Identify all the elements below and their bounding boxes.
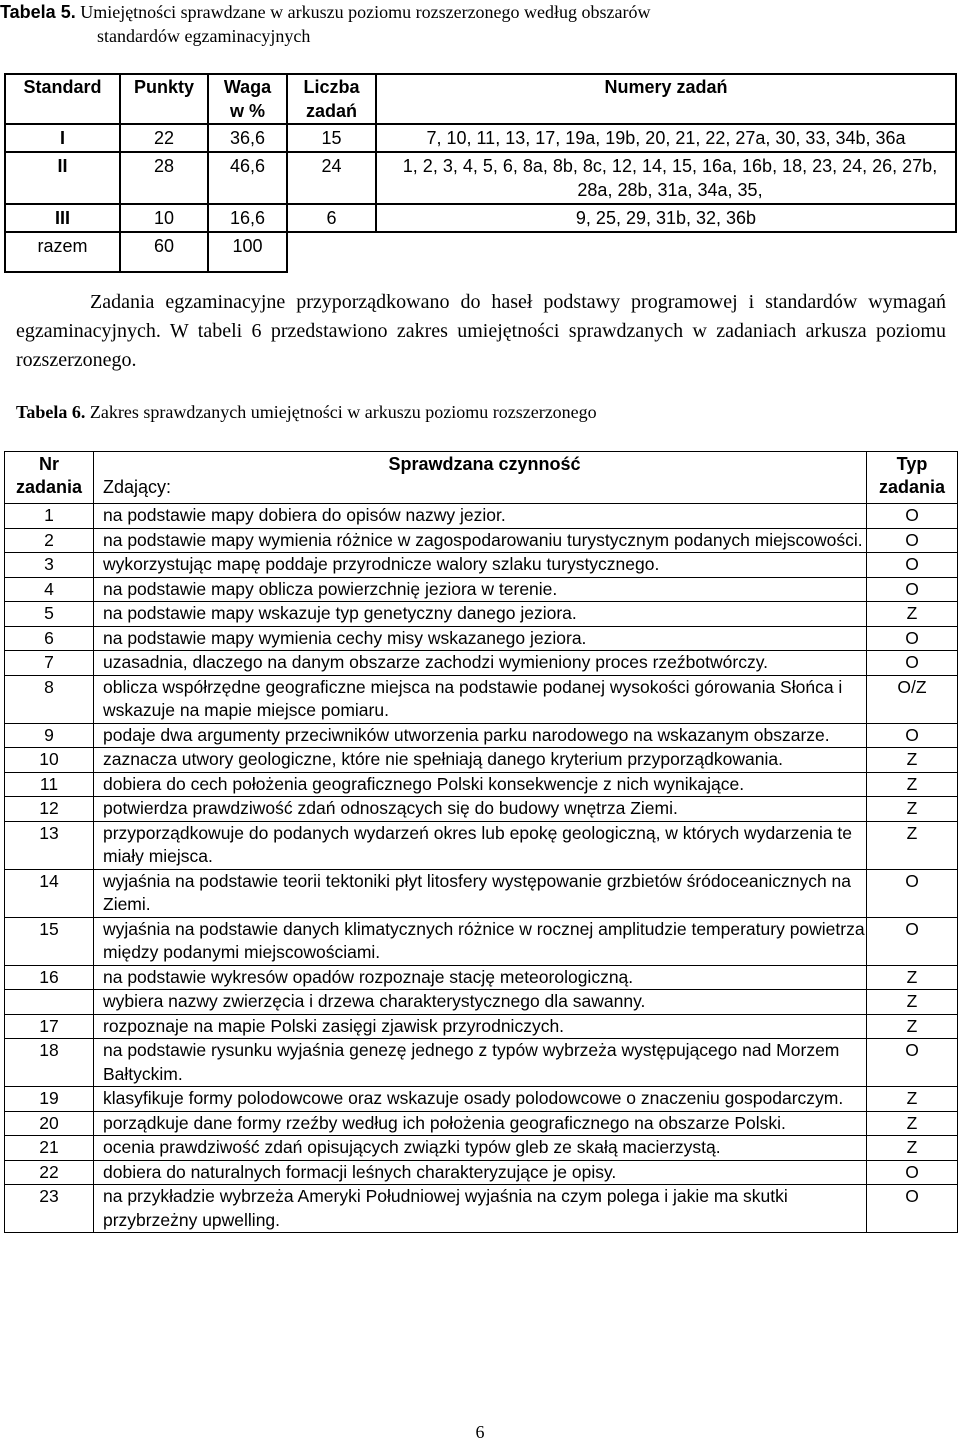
standards-row <box>5 152 956 204</box>
cell-numery: 7, 10, 11, 13, 17, 19a, 19b, 20, 21, 22, 27a, 30, 33, 34b, 36a <box>376 124 956 152</box>
cell-description: na podstawie mapy dobiera do opisów nazwy jezior. <box>94 504 867 529</box>
cell-liczba: 15 <box>287 124 376 152</box>
skills-row <box>5 917 958 965</box>
standards-table-header <box>5 74 956 124</box>
cell-description: ocenia prawdziwość zdań opisujących związki typów gleb ze skałą macierzystą. <box>94 1136 867 1161</box>
cell-nr: 16 <box>5 965 94 990</box>
cell-nr: 9 <box>5 723 94 748</box>
cell-description: wyjaśnia na podstawie danych klimatycznych różnice w rocznej amplitudzie temperatury powietrza między podanymi miejscowościami. <box>94 917 867 965</box>
skills-row <box>5 1160 958 1185</box>
cell-description: potwierdza prawdziwość zdań odnoszących się do budowy wnętrza Ziemi. <box>94 797 867 822</box>
skills-row <box>5 723 958 748</box>
header-typ-zadania: Typ zadania <box>867 452 958 504</box>
intro-paragraph <box>16 288 946 375</box>
cell-nr: 13 <box>5 821 94 869</box>
skills-row <box>5 1185 958 1233</box>
cell-description: na podstawie mapy wskazuje typ genetyczny danego jeziora. <box>94 602 867 627</box>
cell-typ: O <box>867 651 958 676</box>
skills-row <box>5 772 958 797</box>
cell-typ: O <box>867 577 958 602</box>
page-number: 6 <box>475 1422 485 1442</box>
cell-typ: O <box>867 626 958 651</box>
cell-punkty: 28 <box>120 152 208 204</box>
cell-typ: O <box>867 723 958 748</box>
cell-description: wykorzystując mapę poddaje przyrodnicze walory szlaku turystycznego. <box>94 553 867 578</box>
cell-description: wybiera nazwy zwierzęcia i drzewa charakterystycznego dla sawanny. <box>94 990 867 1015</box>
cell-nr: 15 <box>5 917 94 965</box>
table5-caption <box>0 0 800 48</box>
table5-caption-text-line2: standardów egzaminacyjnych <box>97 26 311 46</box>
cell-description: uzasadnia, dlaczego na danym obszarze zachodzi wymieniony proces rzeźbotwórczy. <box>94 651 867 676</box>
skills-row <box>5 748 958 773</box>
skills-row <box>5 553 958 578</box>
skills-table <box>4 451 958 1233</box>
cell-nr: 22 <box>5 1160 94 1185</box>
cell-typ: Z <box>867 1014 958 1039</box>
skills-row <box>5 1039 958 1087</box>
cell-nr: 8 <box>5 675 94 723</box>
skills-row <box>5 577 958 602</box>
cell-description: na podstawie wykresów opadów rozpoznaje stację meteorologiczną. <box>94 965 867 990</box>
header-nr-zadania: Nr zadania <box>5 452 94 504</box>
cell-empty <box>376 232 956 272</box>
cell-typ: Z <box>867 772 958 797</box>
cell-nr: 7 <box>5 651 94 676</box>
cell-nr: 19 <box>5 1087 94 1112</box>
cell-nr: 5 <box>5 602 94 627</box>
cell-typ: Z <box>867 990 958 1015</box>
cell-typ: Z <box>867 1087 958 1112</box>
cell-description: dobiera do naturalnych formacji leśnych charakteryzujące je opisy. <box>94 1160 867 1185</box>
header-standard: Standard <box>5 74 120 124</box>
skills-row <box>5 990 958 1015</box>
cell-typ: O <box>867 553 958 578</box>
cell-waga: 46,6 <box>208 152 287 204</box>
cell-typ: O <box>867 1185 958 1233</box>
cell-description: zaznacza utwory geologiczne, które nie spełniają danego kryterium przyporządkowania. <box>94 748 867 773</box>
cell-description: na podstawie mapy wymienia różnice w zagospodarowaniu turystycznym podanych miejscowości. <box>94 528 867 553</box>
cell-description: dobiera do cech położenia geograficznego Polski konsekwencje z nich wynikające. <box>94 772 867 797</box>
table6-caption-text: Zakres sprawdzanych umiejętności w arkuszu poziomu rozszerzonego <box>89 402 597 422</box>
skills-row <box>5 965 958 990</box>
cell-typ: O <box>867 917 958 965</box>
cell-description: podaje dwa argumenty przeciwników utworzenia parku narodowego na wskazanym obszarze. <box>94 723 867 748</box>
header-activity-title: Sprawdzana czynność <box>388 454 581 474</box>
skills-row <box>5 626 958 651</box>
cell-nr: 23 <box>5 1185 94 1233</box>
standards-total-row <box>5 232 956 272</box>
cell-typ: O <box>867 528 958 553</box>
cell-standard: I <box>5 124 120 152</box>
skills-row <box>5 1014 958 1039</box>
cell-total-waga: 100 <box>208 232 287 272</box>
cell-nr: 6 <box>5 626 94 651</box>
header-punkty: Punkty <box>120 74 208 124</box>
standards-table <box>4 73 957 273</box>
skills-row <box>5 675 958 723</box>
cell-standard: II <box>5 152 120 204</box>
skills-table-header <box>5 452 958 504</box>
cell-description: na podstawie mapy wymienia cechy misy wskazanego jeziora. <box>94 626 867 651</box>
header-waga: Waga w % <box>208 74 287 124</box>
cell-nr: 10 <box>5 748 94 773</box>
cell-nr: 1 <box>5 504 94 529</box>
cell-nr: 18 <box>5 1039 94 1087</box>
table6-caption-label: Tabela 6. <box>16 402 86 422</box>
cell-typ: Z <box>867 748 958 773</box>
cell-total-label: razem <box>5 232 120 272</box>
cell-nr: 2 <box>5 528 94 553</box>
cell-typ: Z <box>867 821 958 869</box>
cell-typ: O/Z <box>867 675 958 723</box>
skills-row <box>5 1087 958 1112</box>
table5-caption-label: Tabela 5. <box>0 2 76 22</box>
cell-nr <box>5 990 94 1015</box>
cell-nr: 4 <box>5 577 94 602</box>
skills-row <box>5 797 958 822</box>
skills-row <box>5 821 958 869</box>
cell-nr: 14 <box>5 869 94 917</box>
header-activity <box>94 452 867 504</box>
header-numery: Numery zadań <box>376 74 956 124</box>
standards-row <box>5 124 956 152</box>
cell-typ: Z <box>867 602 958 627</box>
cell-description: na podstawie rysunku wyjaśnia genezę jednego z typów wybrzeża występującego nad Morzem Bałtyckim. <box>94 1039 867 1087</box>
cell-punkty: 22 <box>120 124 208 152</box>
skills-row <box>5 869 958 917</box>
cell-empty <box>287 232 376 272</box>
skills-row <box>5 651 958 676</box>
cell-typ: Z <box>867 797 958 822</box>
header-subject: Zdający: <box>103 477 172 497</box>
skills-row <box>5 1136 958 1161</box>
cell-standard: III <box>5 204 120 232</box>
cell-nr: 20 <box>5 1111 94 1136</box>
cell-typ: O <box>867 1160 958 1185</box>
skills-row <box>5 504 958 529</box>
intro-paragraph-text: Zadania egzaminacyjne przyporządkowano do haseł podstawy programowej i standardów wymagań egzaminacyjnych. W tabeli 6 przedstawiono zakres umiejętności sprawdzanych w zadaniach arkusza poziomu rozszerzonego. <box>16 291 946 371</box>
cell-description: na przykładzie wybrzeża Ameryki Południowej wyjaśnia na czym polega i jakie ma skutki przybrzeżny upwelling. <box>94 1185 867 1233</box>
cell-typ: Z <box>867 1136 958 1161</box>
skills-row <box>5 528 958 553</box>
cell-nr: 12 <box>5 797 94 822</box>
cell-description: porządkuje dane formy rzeźby według ich położenia geograficznego na obszarze Polski. <box>94 1111 867 1136</box>
skills-row <box>5 602 958 627</box>
cell-liczba: 24 <box>287 152 376 204</box>
cell-liczba: 6 <box>287 204 376 232</box>
cell-typ: O <box>867 504 958 529</box>
cell-description: wyjaśnia na podstawie teorii tektoniki płyt litosfery występowanie grzbietów śródoceanicznych na Ziemi. <box>94 869 867 917</box>
cell-numery: 1, 2, 3, 4, 5, 6, 8a, 8b, 8c, 12, 14, 15, 16a, 16b, 18, 23, 24, 26, 27b, 28a, 28b, 31a, 34a, 35, <box>376 152 956 204</box>
table6-caption <box>16 400 946 424</box>
cell-description: przyporządkowuje do podanych wydarzeń okres lub epokę geologiczną, w których wydarzenia te miały miejsca. <box>94 821 867 869</box>
cell-nr: 11 <box>5 772 94 797</box>
skills-row <box>5 1111 958 1136</box>
cell-description: oblicza współrzędne geograficzne miejsca na podstawie podanej wysokości górowania Słońca i wskazuje na mapie miejsce pomiaru. <box>94 675 867 723</box>
cell-description: rozpoznaje na mapie Polski zasięgi zjawisk przyrodniczych. <box>94 1014 867 1039</box>
table5-caption-text-line1: Umiejętności sprawdzane w arkuszu poziomu rozszerzonego według obszarów <box>80 2 651 22</box>
standards-row <box>5 204 956 232</box>
cell-nr: 17 <box>5 1014 94 1039</box>
cell-numery: 9, 25, 29, 31b, 32, 36b <box>376 204 956 232</box>
cell-nr: 21 <box>5 1136 94 1161</box>
cell-nr: 3 <box>5 553 94 578</box>
header-liczba: Liczba zadań <box>287 74 376 124</box>
cell-waga: 16,6 <box>208 204 287 232</box>
cell-typ: Z <box>867 965 958 990</box>
cell-typ: Z <box>867 1111 958 1136</box>
cell-waga: 36,6 <box>208 124 287 152</box>
cell-description: klasyfikuje formy polodowcowe oraz wskazuje osady polodowcowe o znaczeniu gospodarczym. <box>94 1087 867 1112</box>
cell-total-punkty: 60 <box>120 232 208 272</box>
cell-typ: O <box>867 1039 958 1087</box>
cell-punkty: 10 <box>120 204 208 232</box>
cell-description: na podstawie mapy oblicza powierzchnię jeziora w terenie. <box>94 577 867 602</box>
cell-typ: O <box>867 869 958 917</box>
